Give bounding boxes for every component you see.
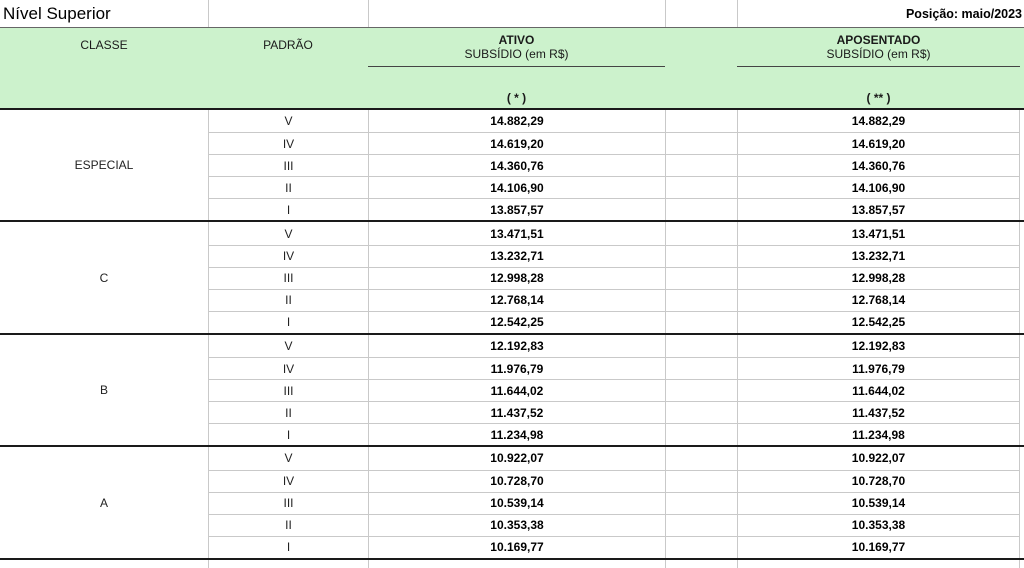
spacer-cell [665, 289, 737, 311]
spacer-cell [665, 470, 737, 492]
padrao-cell: I [208, 311, 368, 333]
aposentado-value-cell: 10.539,14 [737, 492, 1020, 514]
aposentado-value-cell: 10.169,77 [737, 536, 1020, 558]
ativo-value-cell: 13.232,71 [368, 245, 665, 267]
bottom-row-fragment [0, 560, 1024, 568]
padrao-cell: V [208, 335, 368, 357]
spacer-cell [665, 514, 737, 536]
padrao-cell: IV [208, 132, 368, 154]
padrao-cell: III [208, 492, 368, 514]
aposentado-value-cell: 12.192,83 [737, 335, 1020, 357]
ativo-value-cell: 14.360,76 [368, 154, 665, 176]
header-spacer-cell [665, 28, 737, 108]
ativo-value-cell: 12.768,14 [368, 289, 665, 311]
aposentado-value-cell: 11.976,79 [737, 357, 1020, 379]
title-grid-cell [368, 0, 665, 27]
ativo-value-cell: 12.192,83 [368, 335, 665, 357]
aposentado-value-cell: 13.232,71 [737, 245, 1020, 267]
spacer-cell [665, 379, 737, 401]
aposentado-value-cell: 14.619,20 [737, 132, 1020, 154]
spacer-cell [665, 222, 737, 244]
aposentado-value-cell: 10.922,07 [737, 447, 1020, 469]
title-grid-cell [208, 0, 368, 27]
ativo-value-cell: 12.542,25 [368, 311, 665, 333]
aposentado-value-cell: 11.234,98 [737, 423, 1020, 445]
table-body [0, 110, 1024, 560]
padrao-cell: V [208, 222, 368, 244]
aposentado-value-cell: 14.106,90 [737, 176, 1020, 198]
ativo-title: ATIVO [498, 33, 535, 47]
aposentado-value-cell: 14.360,76 [737, 154, 1020, 176]
spacer-cell [665, 423, 737, 445]
padrao-cell: III [208, 379, 368, 401]
class-group [0, 335, 1024, 447]
aposentado-value-cell: 12.542,25 [737, 311, 1020, 333]
ativo-value-cell: 11.976,79 [368, 357, 665, 379]
spacer-cell [665, 245, 737, 267]
aposentado-value-cell: 12.998,28 [737, 267, 1020, 289]
spacer-cell [665, 267, 737, 289]
padrao-cell: II [208, 401, 368, 423]
ativo-note: ( * ) [506, 91, 527, 105]
padrao-cell: I [208, 423, 368, 445]
classe-cell: A [99, 495, 108, 510]
fragment-cell [0, 560, 208, 568]
spacer-cell [665, 492, 737, 514]
class-group [0, 110, 1024, 222]
fragment-cell [1020, 560, 1024, 568]
ativo-value-cell: 10.728,70 [368, 470, 665, 492]
ativo-value-cell: 13.857,57 [368, 198, 665, 220]
spacer-cell [665, 154, 737, 176]
spacer-cell [665, 110, 737, 132]
aposentado-value-cell: 12.768,14 [737, 289, 1020, 311]
aposentado-value-cell: 14.882,29 [737, 110, 1020, 132]
column-header-ativo [368, 28, 665, 108]
spacer-cell [665, 357, 737, 379]
fragment-cell [737, 560, 1020, 568]
aposentado-note: ( ** ) [866, 91, 891, 105]
title-cell [0, 0, 208, 27]
aposentado-value-cell: 10.728,70 [737, 470, 1020, 492]
position-cell [737, 0, 1024, 27]
padrao-cell: IV [208, 470, 368, 492]
class-group [0, 447, 1024, 559]
ativo-value-cell: 13.471,51 [368, 222, 665, 244]
padrao-cell: II [208, 514, 368, 536]
ativo-subtitle: SUBSÍDIO (em R$) [368, 47, 665, 67]
classe-cell: B [99, 383, 108, 398]
column-header-classe [0, 28, 208, 108]
ativo-value-cell: 11.644,02 [368, 379, 665, 401]
ativo-value-cell: 14.882,29 [368, 110, 665, 132]
title-grid-cell [665, 0, 737, 27]
padrao-cell: I [208, 536, 368, 558]
column-header-padrao [208, 28, 368, 108]
ativo-value-cell: 10.353,38 [368, 514, 665, 536]
class-group [0, 222, 1024, 334]
padrao-cell: V [208, 110, 368, 132]
spacer-cell [665, 335, 737, 357]
page-title: Nível Superior [3, 3, 111, 23]
padrao-cell: II [208, 176, 368, 198]
ativo-value-cell: 10.539,14 [368, 492, 665, 514]
padrao-cell: II [208, 289, 368, 311]
spacer-cell [665, 132, 737, 154]
padrao-header-label: PADRÃO [263, 38, 313, 52]
header-edge-cell [1020, 28, 1024, 108]
spacer-cell [665, 176, 737, 198]
table-header [0, 27, 1024, 110]
fragment-cell [208, 560, 368, 568]
spacer-cell [665, 198, 737, 220]
spacer-cell [665, 536, 737, 558]
padrao-cell: I [208, 198, 368, 220]
title-row [0, 0, 1024, 27]
padrao-cell: III [208, 267, 368, 289]
padrao-cell: V [208, 447, 368, 469]
aposentado-value-cell: 11.644,02 [737, 379, 1020, 401]
column-header-aposentado [737, 28, 1020, 108]
fragment-cell [665, 560, 737, 568]
classe-header-label: CLASSE [80, 38, 128, 52]
ativo-value-cell: 11.234,98 [368, 423, 665, 445]
ativo-value-cell: 14.619,20 [368, 132, 665, 154]
fragment-cell [368, 560, 665, 568]
position-label: Posição: maio/2023 [905, 6, 1022, 21]
aposentado-title: APOSENTADO [836, 33, 921, 47]
ativo-value-cell: 11.437,52 [368, 401, 665, 423]
aposentado-value-cell: 13.857,57 [737, 198, 1020, 220]
classe-cell: ESPECIAL [74, 158, 134, 173]
padrao-cell: III [208, 154, 368, 176]
aposentado-value-cell: 10.353,38 [737, 514, 1020, 536]
aposentado-value-cell: 11.437,52 [737, 401, 1020, 423]
aposentado-value-cell: 13.471,51 [737, 222, 1020, 244]
ativo-value-cell: 10.922,07 [368, 447, 665, 469]
aposentado-subtitle: SUBSÍDIO (em R$) [737, 47, 1020, 67]
padrao-cell: IV [208, 357, 368, 379]
ativo-value-cell: 14.106,90 [368, 176, 665, 198]
ativo-value-cell: 12.998,28 [368, 267, 665, 289]
spacer-cell [665, 401, 737, 423]
spacer-cell [665, 311, 737, 333]
spacer-cell [665, 447, 737, 469]
ativo-value-cell: 10.169,77 [368, 536, 665, 558]
padrao-cell: IV [208, 245, 368, 267]
classe-cell: C [99, 270, 109, 285]
